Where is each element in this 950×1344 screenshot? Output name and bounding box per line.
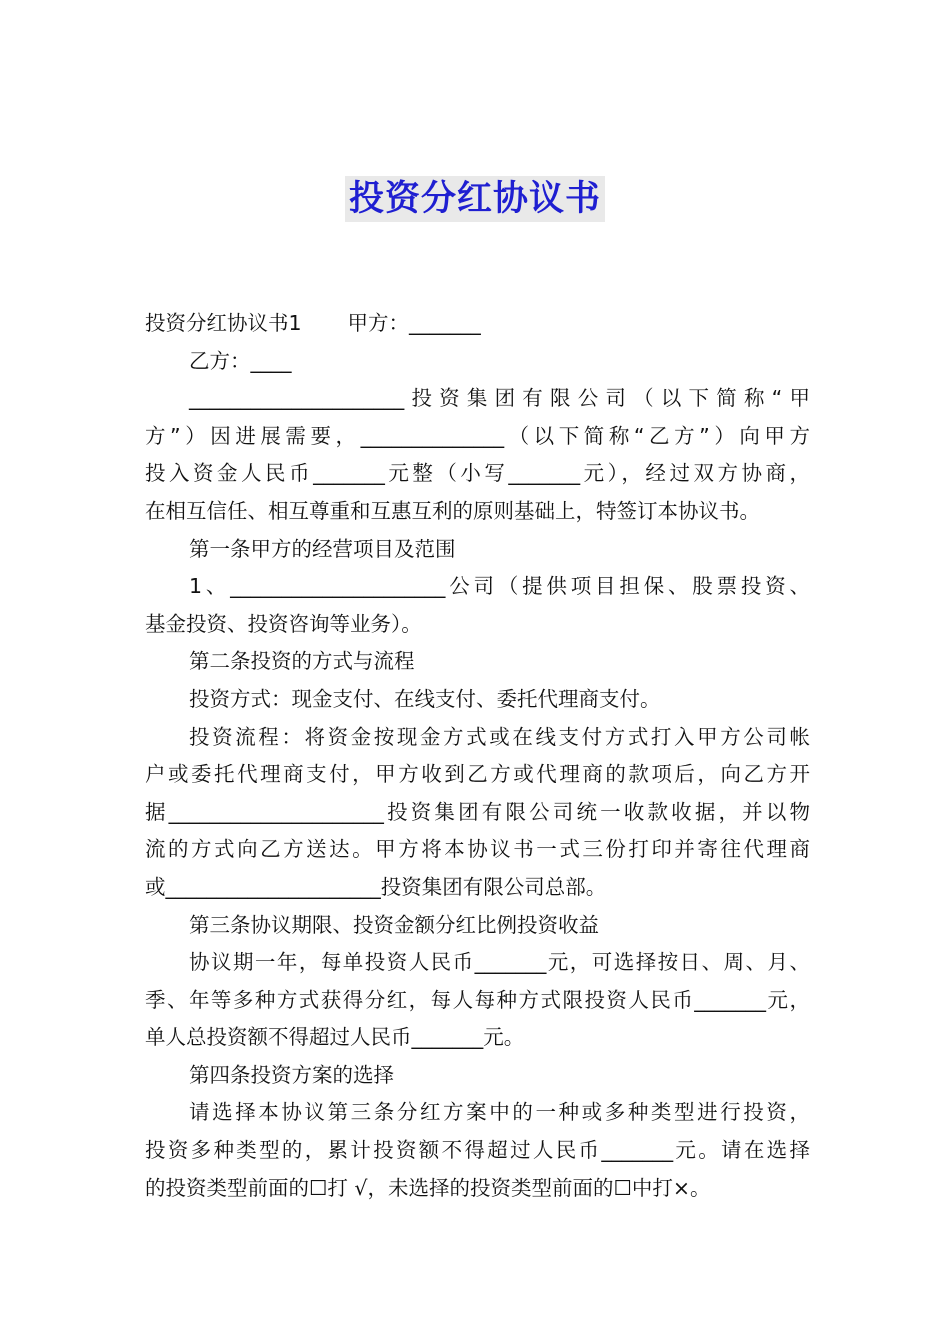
heading-ref: 投资分红协议书1 [145,311,302,335]
paragraph-line: 投资方式：现金支付、在线支付、委托代理商支付。 [189,686,661,711]
document-title-block [0,176,950,222]
article-heading: 第四条投资方案的选择 [189,1062,394,1087]
paragraph-line: 投资流程：将资金按现金方式或在线支付方式打入甲方公司帐 [189,724,810,749]
paragraph-line: _____________________投资集团有限公司（以下简称“甲 [189,386,810,411]
paragraph-line: 请选择本协议第三条分红方案中的一种或多种类型进行投资， [189,1100,810,1125]
paragraph-line: 据_____________________投资集团有限公司统一收款收据，并以物 [145,799,810,824]
paragraph-line: 的投资类型前面的☐打 √，未选择的投资类型前面的☐中打×。 [145,1175,711,1200]
article-heading: 第一条甲方的经营项目及范围 [189,536,456,561]
paragraph-line: 投入资金人民币_______元整（小写_______元），经过双方协商， [145,461,810,486]
paragraph-line: 户或委托代理商支付，甲方收到乙方或代理商的款项后，向乙方开 [145,762,810,787]
document-title: 投资分红协议书 [345,176,605,222]
paragraph-line: 流的方式向乙方送达。甲方将本协议书一式三份打印并寄往代理商 [145,837,810,862]
paragraph-line [145,305,810,343]
paragraph-line: 单人总投资额不得超过人民币_______元。 [145,1025,525,1050]
party-a-field: 甲方：_______ [347,311,481,335]
paragraph-line: 或_____________________投资集团有限公司总部。 [145,874,607,899]
document-body [145,305,810,1207]
party-b-line: 乙方：____ [189,348,292,373]
paragraph-line: 季、年等多种方式获得分红，每人每种方式限投资人民币_______元， [145,987,810,1012]
paragraph-line: 1、_____________________公司（提供项目担保、股票投资、 [189,574,810,599]
article-heading: 第三条协议期限、投资金额分红比例投资收益 [189,912,599,937]
paragraph-line: 协议期一年，每单投资人民币_______元，可选择按日、周、月、 [189,950,810,975]
paragraph-line: 基金投资、投资咨询等业务）。 [145,611,422,636]
paragraph-line: 投资多种类型的，累计投资额不得超过人民币_______元。请在选择 [145,1138,810,1163]
paragraph-line: 方”）因进展需要，______________（以下简称“乙方”）向甲方 [145,423,810,448]
paragraph-line: 在相互信任、相互尊重和互惠互利的原则基础上，特签订本协议书。 [145,498,760,523]
article-heading: 第二条投资的方式与流程 [189,649,415,674]
